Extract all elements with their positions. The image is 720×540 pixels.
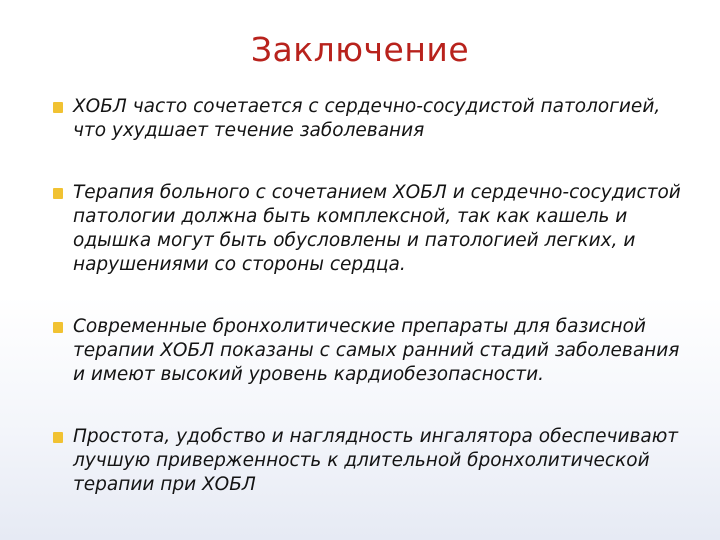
bullet-item-1 [52,95,692,143]
bullet-text: Терапия больного с сочетанием ХОБЛ и сердечно-сосудистой патологии должна быть комплексной, так как кашель и одышка могут быть обусловлены и патологией легких, и нарушениями со стороны сердца. [73,182,681,275]
square-bullet-icon [53,322,63,333]
square-bullet-icon [53,102,63,113]
slide-title: Заключение [250,30,470,69]
bullet-item-4 [52,425,692,497]
bullet-text: Простота, удобство и наглядность ингалятора обеспечивают лучшую приверженность к длительной бронхолитической терапии при ХОБЛ [73,426,679,495]
bullet-text: ХОБЛ часто сочетается с сердечно-сосудистой патологией, что ухудшает течение заболевания [73,96,661,141]
bullet-text: Современные бронхолитические препараты для базисной терапии ХОБЛ показаны с самых ранний стадий заболевания и имеют высокий уровень кардиобезопасности. [73,316,680,385]
bullet-list [52,95,692,497]
square-bullet-icon [53,188,63,199]
bullet-item-3 [52,315,692,387]
bullet-item-2 [52,181,692,277]
square-bullet-icon [53,432,63,443]
